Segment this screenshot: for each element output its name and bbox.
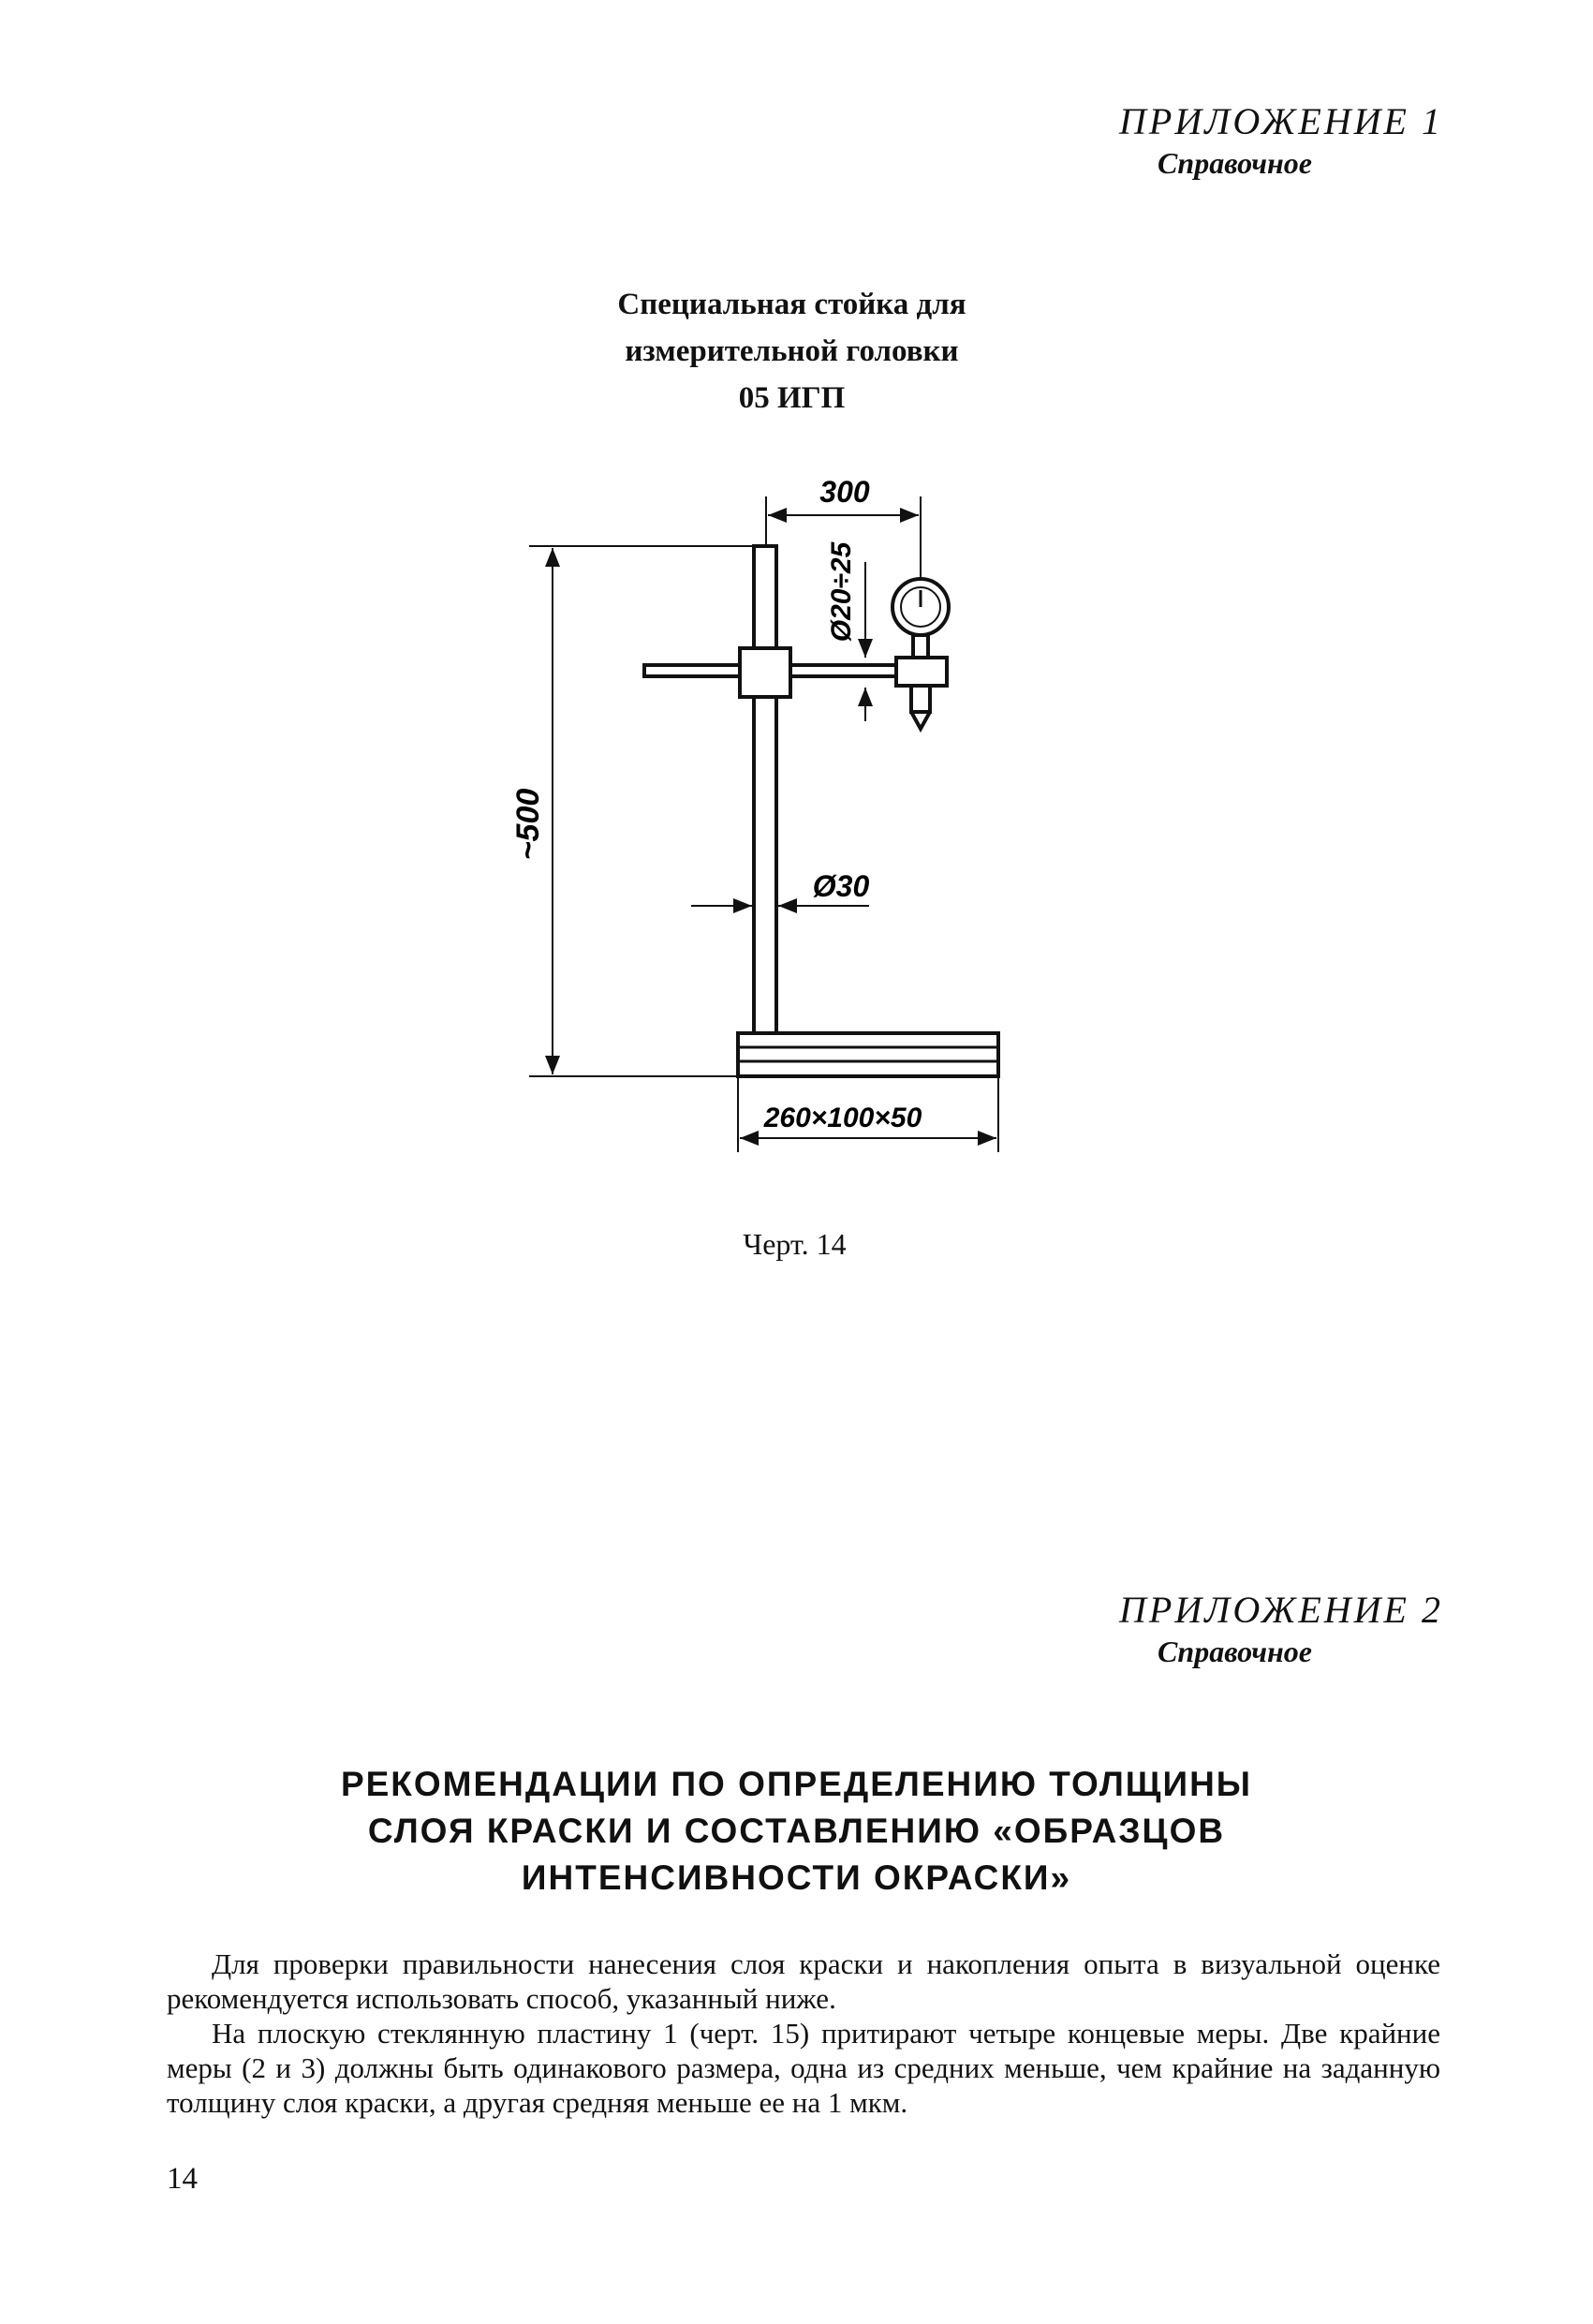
appendix-2-title: ПРИЛОЖЕНИЕ 2 xyxy=(1119,1589,1443,1631)
dim-height: ~500 xyxy=(510,788,546,861)
base-plate xyxy=(738,1033,998,1076)
paragraph-2: На плоскую стеклянную пластину 1 (черт. 15) притирают четыре концевые меры. Две крайние меры (2 и 3) должны быть одинакового размера, одна из средних меньше, чем крайние на заданную толщину слоя краски, а другая средняя меньше ее на 1 мкм. xyxy=(167,2017,1440,2119)
figure-title-line-2: измерительной головки xyxy=(625,334,959,368)
section-title-line-3: ИНТЕНСИВНОСТИ ОКРАСКИ» xyxy=(521,1858,1072,1897)
dim-top-width: 300 xyxy=(819,475,870,509)
appendix-2-subtitle: Справочное xyxy=(1158,1635,1312,1668)
dim-head-diameter: Ø20÷25 xyxy=(826,541,857,643)
figure-caption: Черт. 14 xyxy=(743,1227,847,1261)
clamp-block xyxy=(740,648,790,697)
vertical-post xyxy=(754,546,776,1033)
paragraph-1: Для проверки правильности нанесения слоя краски и накопления опыта в визуальной оценке рекомендуется использовать способ, указанный ниже. xyxy=(167,1947,1440,2015)
page-number: 14 xyxy=(167,2162,198,2196)
figure-title-line-1: Специальная стойка для xyxy=(617,288,966,321)
appendix-1-subtitle: Справочное xyxy=(1158,146,1312,180)
section-title-line-1: РЕКОМЕНДАЦИИ ПО ОПРЕДЕЛЕНИЮ ТОЛЩИНЫ xyxy=(340,1765,1253,1803)
appendix-1-title: ПРИЛОЖЕНИЕ 1 xyxy=(1119,100,1443,142)
dim-post-diameter: Ø30 xyxy=(812,869,870,903)
head-holder xyxy=(896,658,947,686)
figure-title-line-3: 05 ИГП xyxy=(738,381,846,415)
section-title-line-2: СЛОЯ КРАСКИ И СОСТАВЛЕНИЮ «ОБРАЗЦОВ xyxy=(367,1812,1226,1850)
section-title xyxy=(0,1761,1593,1902)
dim-base-size: 260×100×50 xyxy=(763,1103,922,1133)
